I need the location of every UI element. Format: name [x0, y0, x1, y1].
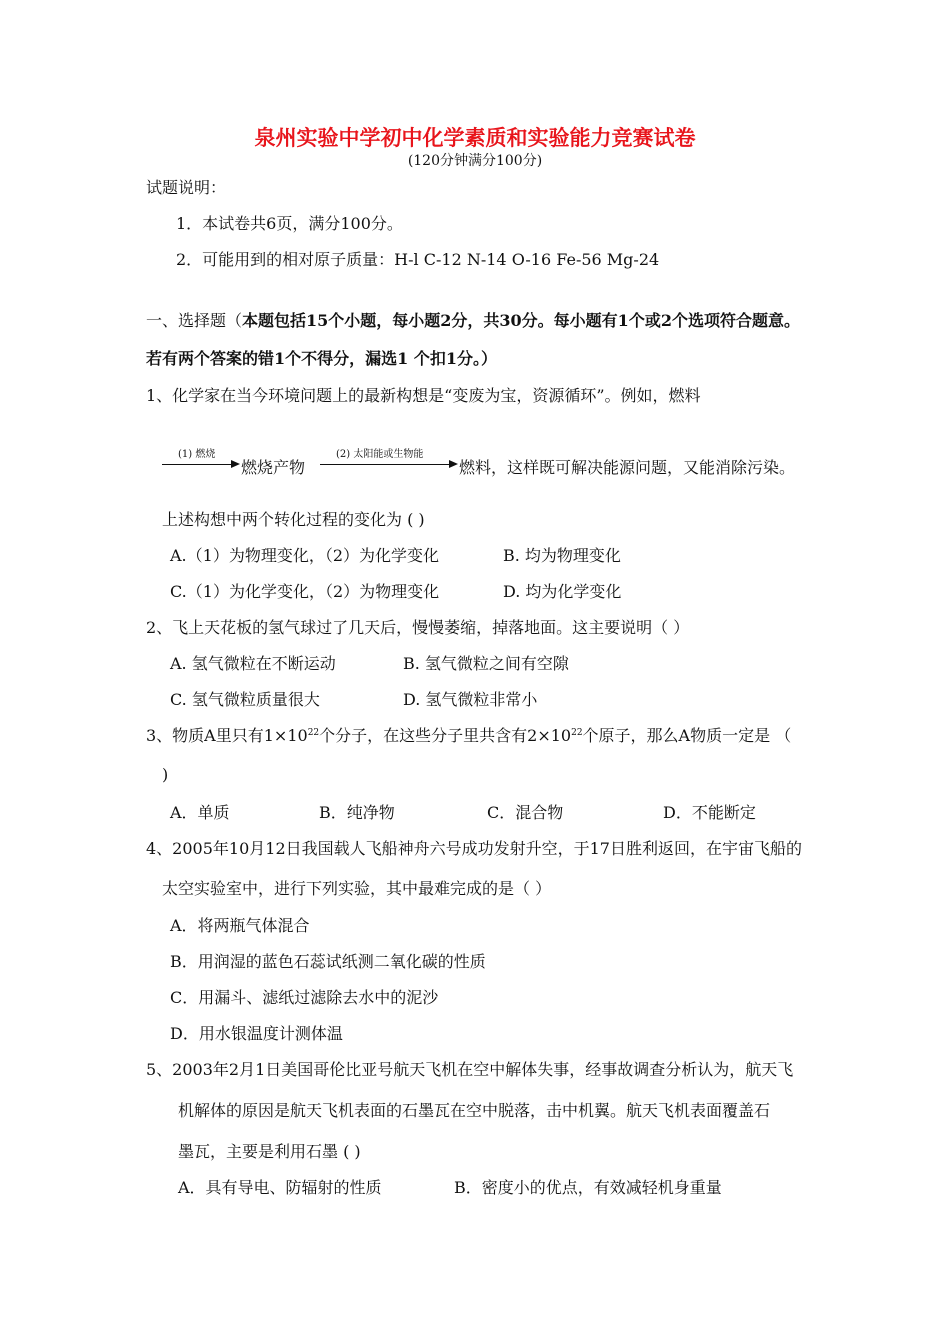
q3-stem-part-3: 个原子，那么A物质一定是 （	[582, 726, 792, 745]
q4-option-c: C．用漏斗、滤纸过滤除去水中的泥沙	[170, 988, 439, 1007]
q3-exponent-1: 22	[307, 728, 320, 738]
section-1-rule-line-1: 本题包括15个小题，每小题2分，共30分。每小题有1个或2个选项符合题意。	[242, 311, 800, 330]
q4-stem-line-2: 太空实验室中，进行下列实验，其中最难完成的是（ ）	[162, 879, 552, 898]
q5-stem-line-1: 5、2003年2月1日美国哥伦比亚号航天飞机在空中解体失事，经事故调查分析认为，航天飞	[146, 1060, 794, 1079]
q2-stem: 2、飞上天花板的氢气球过了几天后，慢慢萎缩，掉落地面。这主要说明（ ）	[146, 618, 690, 637]
section-1-label: 一、选择题（	[146, 311, 243, 330]
q2-option-d: D. 氢气微粒非常小	[403, 690, 538, 709]
q3-stem-part-2: 个分子，在这些分子里共含有2×10	[319, 726, 572, 745]
q1-arrow-1-label: (1) 燃烧	[178, 449, 216, 460]
q3-stem-part-1: 3、物质A里只有1×10	[146, 726, 308, 745]
q5-option-a: A．具有导电、防辐射的性质	[178, 1178, 382, 1197]
q5-stem-line-3: 墨瓦，主要是利用石墨 ( )	[178, 1142, 361, 1161]
q1-stem-line-1: 1、化学家在当今环境问题上的最新构想是“变废为宝，资源循环”。例如，燃料	[146, 386, 701, 405]
q1-option-a: A.（1）为物理变化，（2）为化学变化	[170, 546, 440, 565]
q3-stem-continuation: )	[162, 765, 169, 784]
q1-option-b: B. 均为物理变化	[503, 546, 621, 565]
instructions-heading: 试题说明：	[146, 178, 227, 197]
arrow-right-icon	[449, 460, 458, 468]
q1-arrow-2-line	[320, 464, 450, 465]
q3-exponent-2: 22	[571, 728, 583, 738]
q4-stem-line-1: 4、2005年10月12日我国载人飞船神舟六号成功发射升空，于17日胜利返回，在宇宙飞船的	[146, 839, 802, 858]
q1-arrow-2-label: (2) 太阳能或生物能	[336, 449, 424, 460]
section-1-heading	[146, 311, 800, 331]
q1-tail-text: 燃料，这样既可解决能源问题，又能消除污染。	[459, 458, 796, 477]
q2-option-b: B. 氢气微粒之间有空隙	[403, 654, 569, 673]
q2-option-a: A. 氢气微粒在不断运动	[170, 654, 336, 673]
section-1-rule-line-2: 若有两个答案的错1个不得分，漏选1 个扣1分。）	[146, 349, 497, 368]
q3-option-c: C．混合物	[487, 803, 564, 822]
exam-subtitle: (120分钟满分100分)	[407, 153, 543, 169]
q3-option-d: D．不能断定	[663, 803, 756, 822]
q1-option-c: C.（1）为化学变化，（2）为物理变化	[170, 582, 440, 601]
q1-arrow-1-line	[162, 464, 232, 465]
q3-option-a: A．单质	[170, 803, 230, 822]
q3-option-b: B．纯净物	[319, 803, 395, 822]
q1-arrow-combustion	[162, 449, 240, 469]
q1-arrow-solar-or-bio	[320, 449, 458, 469]
q1-stem-line-2: 上述构想中两个转化过程的变化为 ( )	[162, 510, 425, 529]
exam-title: 泉州实验中学初中化学素质和实验能力竞赛试卷	[254, 125, 696, 150]
arrow-right-icon	[231, 460, 240, 468]
q1-intermediate-text: 燃烧产物	[241, 458, 306, 477]
q4-option-b: B．用润湿的蓝色石蕊试纸测二氧化碳的性质	[170, 952, 486, 971]
q5-stem-line-2: 机解体的原因是航天飞机表面的石墨瓦在空中脱落，击中机翼。航天飞机表面覆盖石	[178, 1101, 771, 1120]
q5-option-b: B．密度小的优点，有效减轻机身重量	[454, 1178, 722, 1197]
instruction-item-1: 1．本试卷共6页，满分100分。	[176, 214, 403, 233]
q2-option-c: C. 氢气微粒质量很大	[170, 690, 320, 709]
q4-option-d: D．用水银温度计测体温	[170, 1024, 343, 1043]
instruction-item-2: 2．可能用到的相对原子质量：H-l C-12 N-14 O-16 Fe-56 Mg-24	[176, 250, 660, 269]
q1-option-d: D. 均为化学变化	[503, 582, 622, 601]
q3-stem	[146, 726, 791, 746]
q4-option-a: A．将两瓶气体混合	[170, 916, 310, 935]
